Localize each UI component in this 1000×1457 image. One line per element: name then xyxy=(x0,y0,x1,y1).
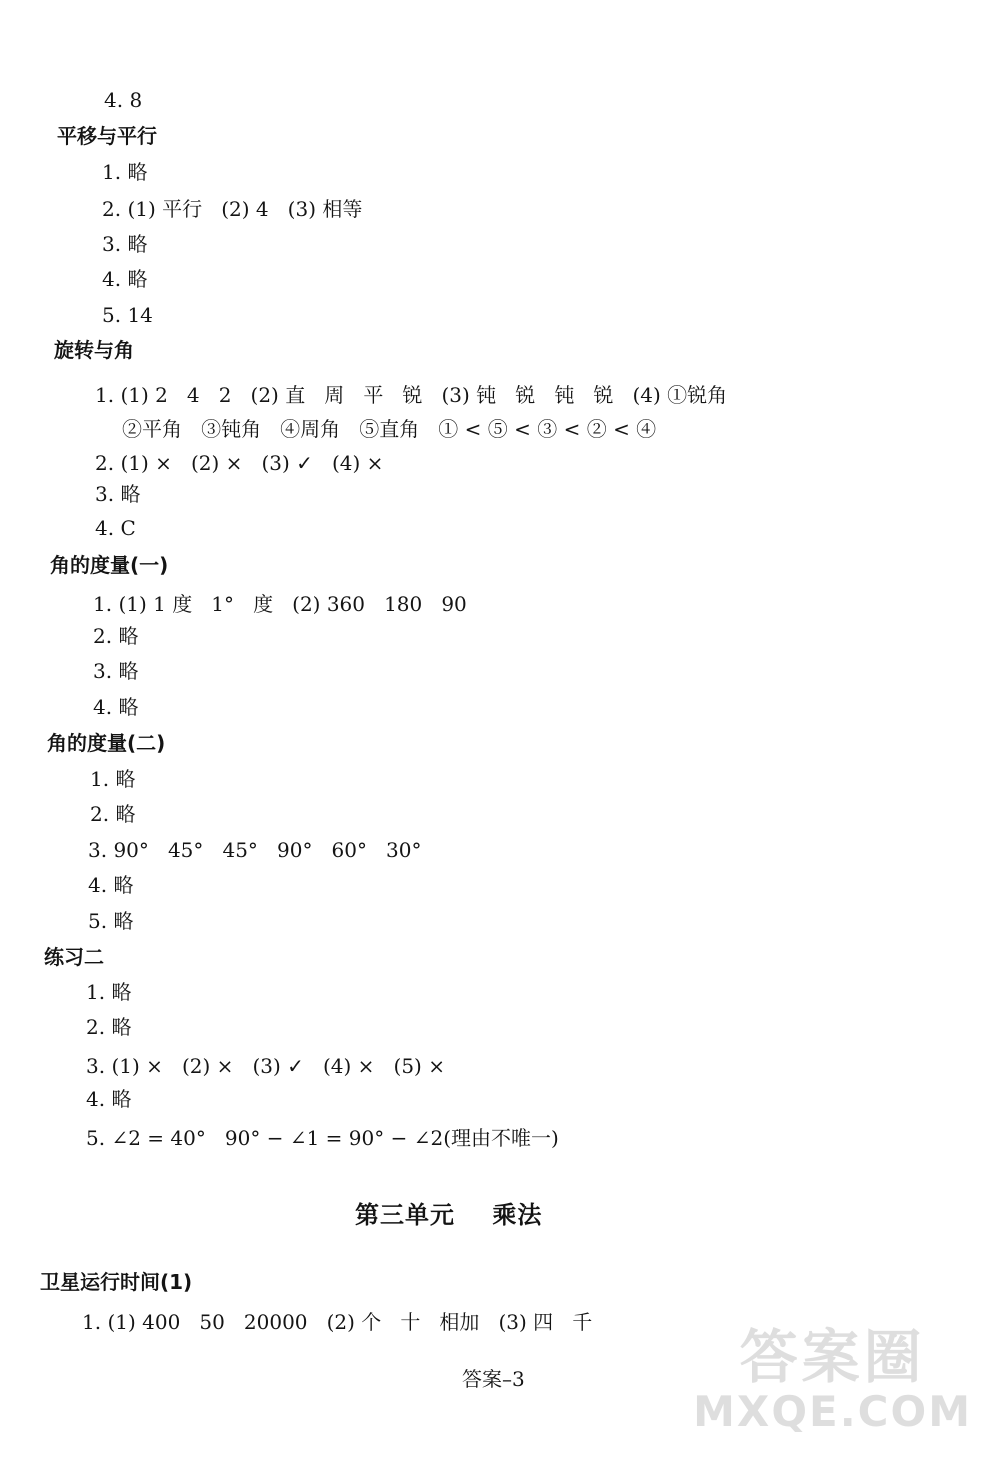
answer-line: ②平角 ③钝角 ④周角 ⑤直角 ① < ⑤ < ③ < ② < ④ xyxy=(122,417,657,441)
section-heading: 旋转与角 xyxy=(54,338,134,362)
answer-line: 2. 略 xyxy=(93,624,139,648)
answer-line: 4. 略 xyxy=(86,1087,132,1111)
answer-line: 4. 略 xyxy=(93,695,139,719)
answer-line: 3. 90° 45° 45° 90° 60° 30° xyxy=(88,838,422,862)
answer-line: 4. 略 xyxy=(88,873,134,897)
answer-line: 1. 略 xyxy=(102,160,148,184)
answer-line: 3. 略 xyxy=(95,482,141,506)
answer-line: 1. 略 xyxy=(86,980,132,1004)
answer-line: 3. 略 xyxy=(102,232,148,256)
section-heading: 角的度量(一) xyxy=(50,553,169,577)
answer-line: 4. 略 xyxy=(102,267,148,291)
section-heading: 卫星运行时间(1) xyxy=(40,1270,193,1294)
page-footer: 答案–3 xyxy=(462,1367,525,1391)
answer-line: 2. 略 xyxy=(90,802,136,826)
section-heading: 平移与平行 xyxy=(57,124,157,148)
answer-line: 2. (1) × (2) × (3) ✓ (4) × xyxy=(95,451,384,475)
section-heading: 角的度量(二) xyxy=(47,731,166,755)
answer-line: 2. (1) 平行 (2) 4 (3) 相等 xyxy=(102,197,363,221)
answer-line: 4. C xyxy=(95,516,136,540)
answer-line: 5. ∠2 = 40° 90° − ∠1 = 90° − ∠2(理由不唯一) xyxy=(86,1126,559,1150)
answer-line: 1. 略 xyxy=(90,767,136,791)
answer-line: 1. (1) 1 度 1° 度 (2) 360 180 90 xyxy=(93,592,467,616)
answer-line: 1. (1) 2 4 2 (2) 直 周 平 锐 (3) 钝 锐 钝 锐 (4) ①锐角 xyxy=(95,383,728,407)
watermark-url: MXQE.COM xyxy=(693,1387,972,1436)
answer-line: 1. (1) 400 50 20000 (2) 个 十 相加 (3) 四 千 xyxy=(82,1310,593,1334)
answer-line: 2. 略 xyxy=(86,1015,132,1039)
answer-line: 5. 14 xyxy=(102,303,153,327)
answer-line: 4. 8 xyxy=(104,88,143,112)
section-heading: 练习二 xyxy=(44,945,104,969)
answer-line: 3. 略 xyxy=(93,659,139,683)
watermark-logo xyxy=(693,1325,972,1435)
answer-line: 5. 略 xyxy=(88,909,134,933)
unit-title: 第三单元 乘法 xyxy=(355,1201,543,1229)
watermark-title: 答案圈 xyxy=(739,1323,926,1391)
answer-line: 3. (1) × (2) × (3) ✓ (4) × (5) × xyxy=(86,1054,445,1078)
